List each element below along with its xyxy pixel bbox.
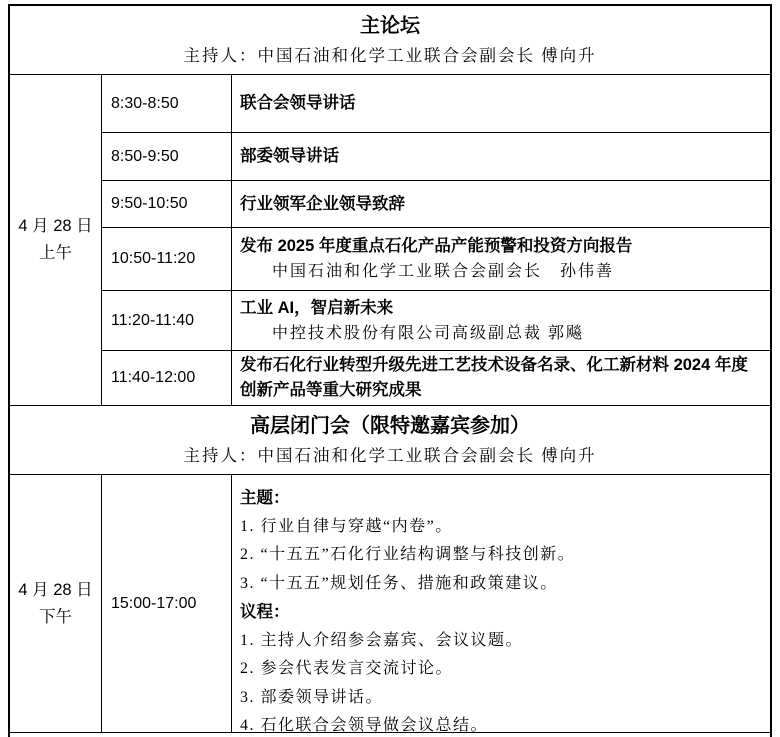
agenda-label: 议程： bbox=[240, 603, 290, 621]
afternoon-content bbox=[232, 475, 770, 732]
schedule-row bbox=[102, 351, 770, 405]
closed-meeting-host: 主持人：中国石油和化学工业联合会副会长 傅向升 bbox=[183, 446, 597, 465]
agenda-table bbox=[8, 4, 772, 737]
event-title: 发布石化行业转型升级先进工艺技术设备名录、化工新材料 2024 年度创新产品等重大研究成果 bbox=[240, 356, 748, 399]
morning-period: 上午 bbox=[39, 244, 72, 262]
time-cell: 9:50-10:50 bbox=[102, 181, 232, 227]
time-cell: 11:20-11:40 bbox=[102, 291, 232, 350]
afternoon-section bbox=[10, 475, 770, 733]
time-cell: 10:50-11:20 bbox=[102, 228, 232, 290]
schedule-row bbox=[102, 75, 770, 133]
event-title: 联合会领导讲话 bbox=[240, 94, 356, 112]
morning-rows bbox=[102, 75, 770, 405]
morning-date: 4 月 28 日 bbox=[18, 217, 93, 235]
topic-item: 1. 行业自律与穿越“内卷”。 bbox=[240, 517, 453, 535]
agenda-item: 4. 石化联合会领导做会议总结。 bbox=[240, 717, 489, 734]
time-cell: 8:50-9:50 bbox=[102, 133, 232, 180]
event-cell bbox=[232, 228, 770, 290]
main-forum-host: 主持人：中国石油和化学工业联合会副会长 傅向升 bbox=[183, 46, 597, 65]
schedule-row bbox=[102, 133, 770, 181]
time-cell: 8:30-8:50 bbox=[102, 75, 232, 132]
event-title: 行业领军企业领导致辞 bbox=[240, 194, 405, 213]
event-title: 发布 2025 年度重点石化产品产能预警和投资方向报告 bbox=[240, 237, 633, 255]
afternoon-date: 4 月 28 日 bbox=[18, 580, 93, 599]
closed-meeting-header bbox=[10, 406, 770, 475]
event-cell bbox=[232, 351, 770, 405]
morning-section bbox=[10, 75, 770, 406]
agenda-item: 3. 部委领导讲话。 bbox=[240, 688, 384, 706]
afternoon-period: 下午 bbox=[39, 607, 72, 626]
topic-label: 主题： bbox=[240, 489, 290, 507]
agenda-item: 2. 参会代表发言交流讨论。 bbox=[240, 660, 454, 677]
schedule-row bbox=[102, 228, 770, 291]
event-speaker: 中控技术股份有限公司高级副总裁 郭飚 bbox=[272, 324, 585, 342]
morning-date-cell bbox=[10, 75, 102, 405]
event-speaker: 中国石油和化学工业联合会副会长 孙伟善 bbox=[272, 263, 615, 280]
event-title: 部委领导讲话 bbox=[240, 147, 339, 165]
schedule-row bbox=[102, 181, 770, 228]
agenda-item: 1. 主持人介绍参会嘉宾、会议议题。 bbox=[240, 631, 524, 649]
topic-item: 3. “十五五”规划任务、措施和政策建议。 bbox=[240, 574, 558, 592]
topic-item: 2. “十五五”石化行业结构调整与科技创新。 bbox=[240, 546, 576, 563]
closed-meeting-title: 高层闭门会（限特邀嘉宾参加） bbox=[250, 415, 530, 437]
main-forum-header bbox=[10, 6, 770, 75]
schedule-row bbox=[102, 291, 770, 351]
event-cell bbox=[232, 75, 770, 132]
event-title: 工业 AI，智启新未来 bbox=[240, 298, 394, 317]
event-cell bbox=[232, 181, 770, 227]
time-cell: 11:40-12:00 bbox=[102, 351, 232, 405]
afternoon-time-cell: 15:00-17:00 bbox=[102, 475, 232, 732]
main-forum-title: 主论坛 bbox=[360, 15, 420, 37]
event-cell bbox=[232, 291, 770, 350]
afternoon-date-cell bbox=[10, 475, 102, 732]
event-cell bbox=[232, 133, 770, 180]
